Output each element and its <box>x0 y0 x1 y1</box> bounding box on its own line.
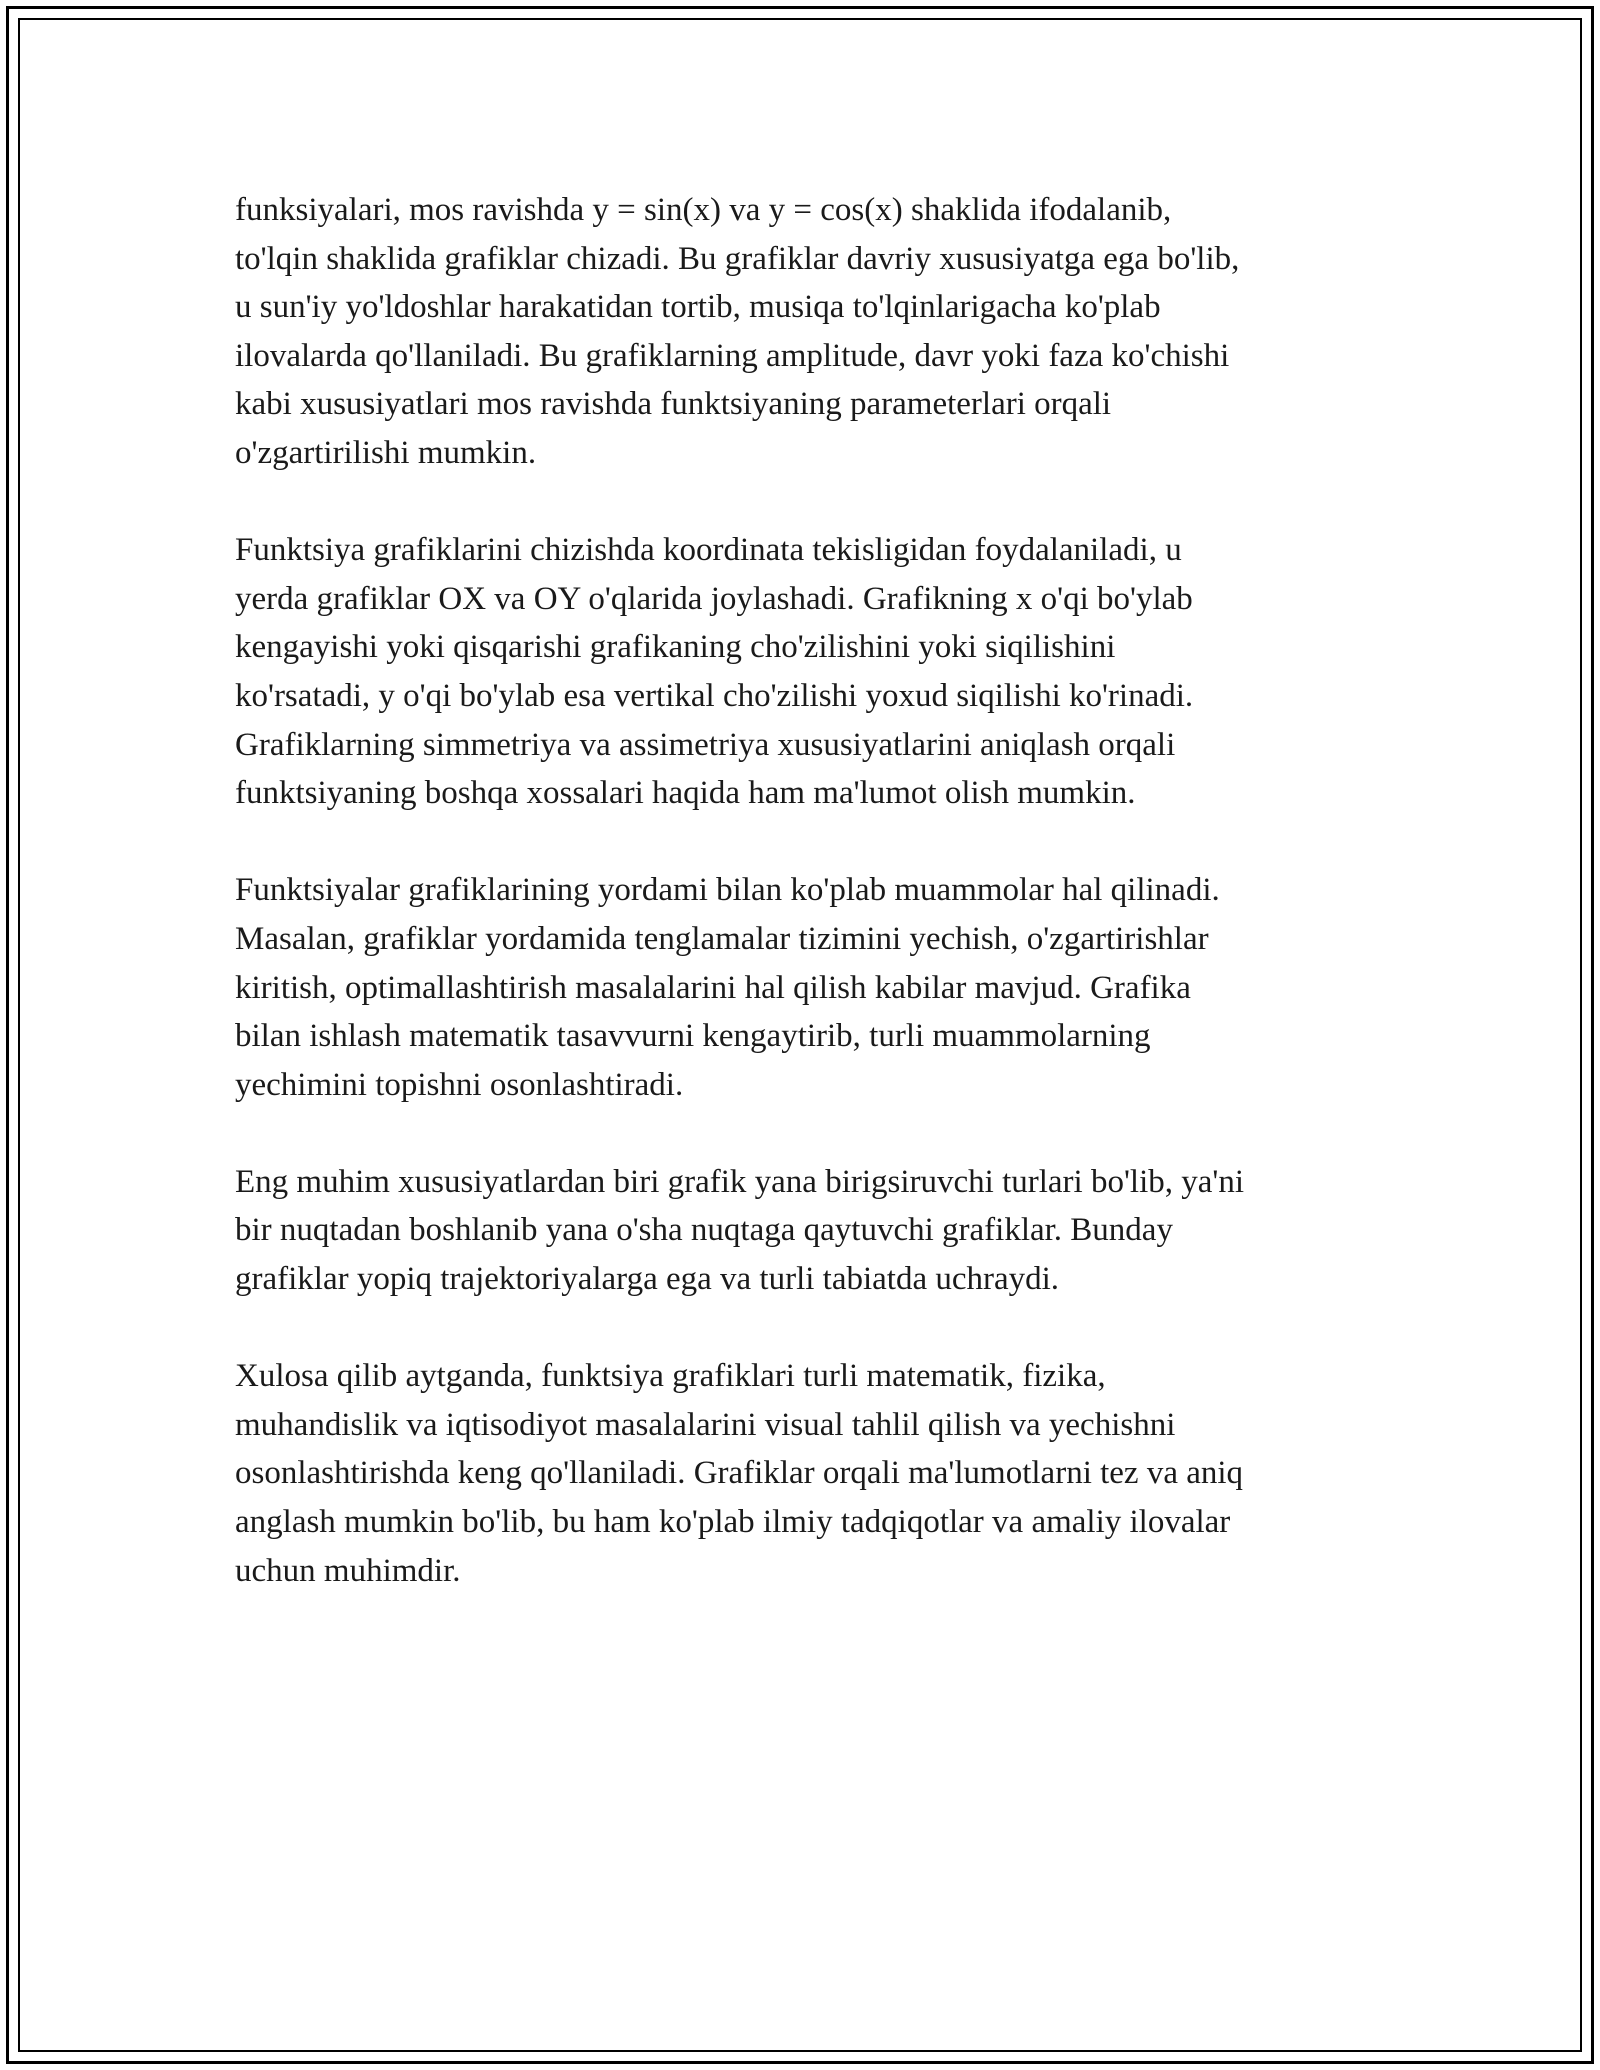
document-body <box>235 186 1395 1644</box>
paragraph-closed-graphs: Eng muhim xususiyatlardan biri grafik yana birigsiruvchi turlari bo'lib, ya'ni bir nuqtadan boshlanib yana o'sha nuqtaga qaytuvchi grafiklar. Bunday grafiklar yopiq trajektoriyalarga ega va turli tabiatda uchraydi. <box>235 1163 1245 1298</box>
paragraph-conclusion: Xulosa qilib aytganda, funktsiya grafiklari turli matematik, fizika, muhandislik va iqtisodiyot masalalarini visual tahlil qilish va yechishni osonlashtirishda keng qo'llaniladi. Grafiklar orqali ma'lumotlarni tez va aniq anglash mumkin bo'lib, bu ham ko'plab ilmiy tadqiqotlar va amaliy ilovalar uchun muhimdir. <box>235 1358 1244 1589</box>
paragraph-coordinate-plane: Funktsiya grafiklarini chizishda koordinata tekisligidan foydalaniladi, u yerda grafiklar OX va OY o'qlarida joylashadi. Grafikning x o'qi bo'ylab kengayishi yoki qisqarishi grafikaning cho'zilishini yoki siqilishini ko'rsatadi, y o'qi bo'ylab esa vertikal cho'zilishi yoxud siqilishi ko'rinadi. Grafiklarning simmetriya va assimetriya xususiyatlarini aniqlash orqali funktsiyaning boshqa xossalari haqida ham ma'lumot olish mumkin. <box>235 532 1194 812</box>
paragraph-trig-graphs: funksiyalari, mos ravishda y = sin(x) va y = cos(x) shaklida ifodalanib, to'lqin shaklida grafiklar chizadi. Bu grafiklar davriy xususiyatga ega bo'lib, u sun'iy yo'ldoshlar harakatidan tortib, musiqa to'lqinlarigacha ko'plab ilovalarda qo'llaniladi. Bu grafiklarning amplitude, davr yoki faza ko'chishi kabi xususiyatlari mos ravishda funktsiyaning parameterlari orqali o'zgartirilishi mumkin. <box>235 192 1240 471</box>
paragraph-problem-solving: Funktsiyalar grafiklarining yordami bilan ko'plab muammolar hal qilinadi. Masalan, grafiklar yordamida tenglamalar tizimini yechish, o'zgartirishlar kiritish, optimallashtirish masalalarini hal qilish kabilar mavjud. Grafika bilan ishlash matematik tasavvurni kengaytirib, turli muammolarning yechimini topishni osonlashtiradi. <box>235 872 1220 1103</box>
